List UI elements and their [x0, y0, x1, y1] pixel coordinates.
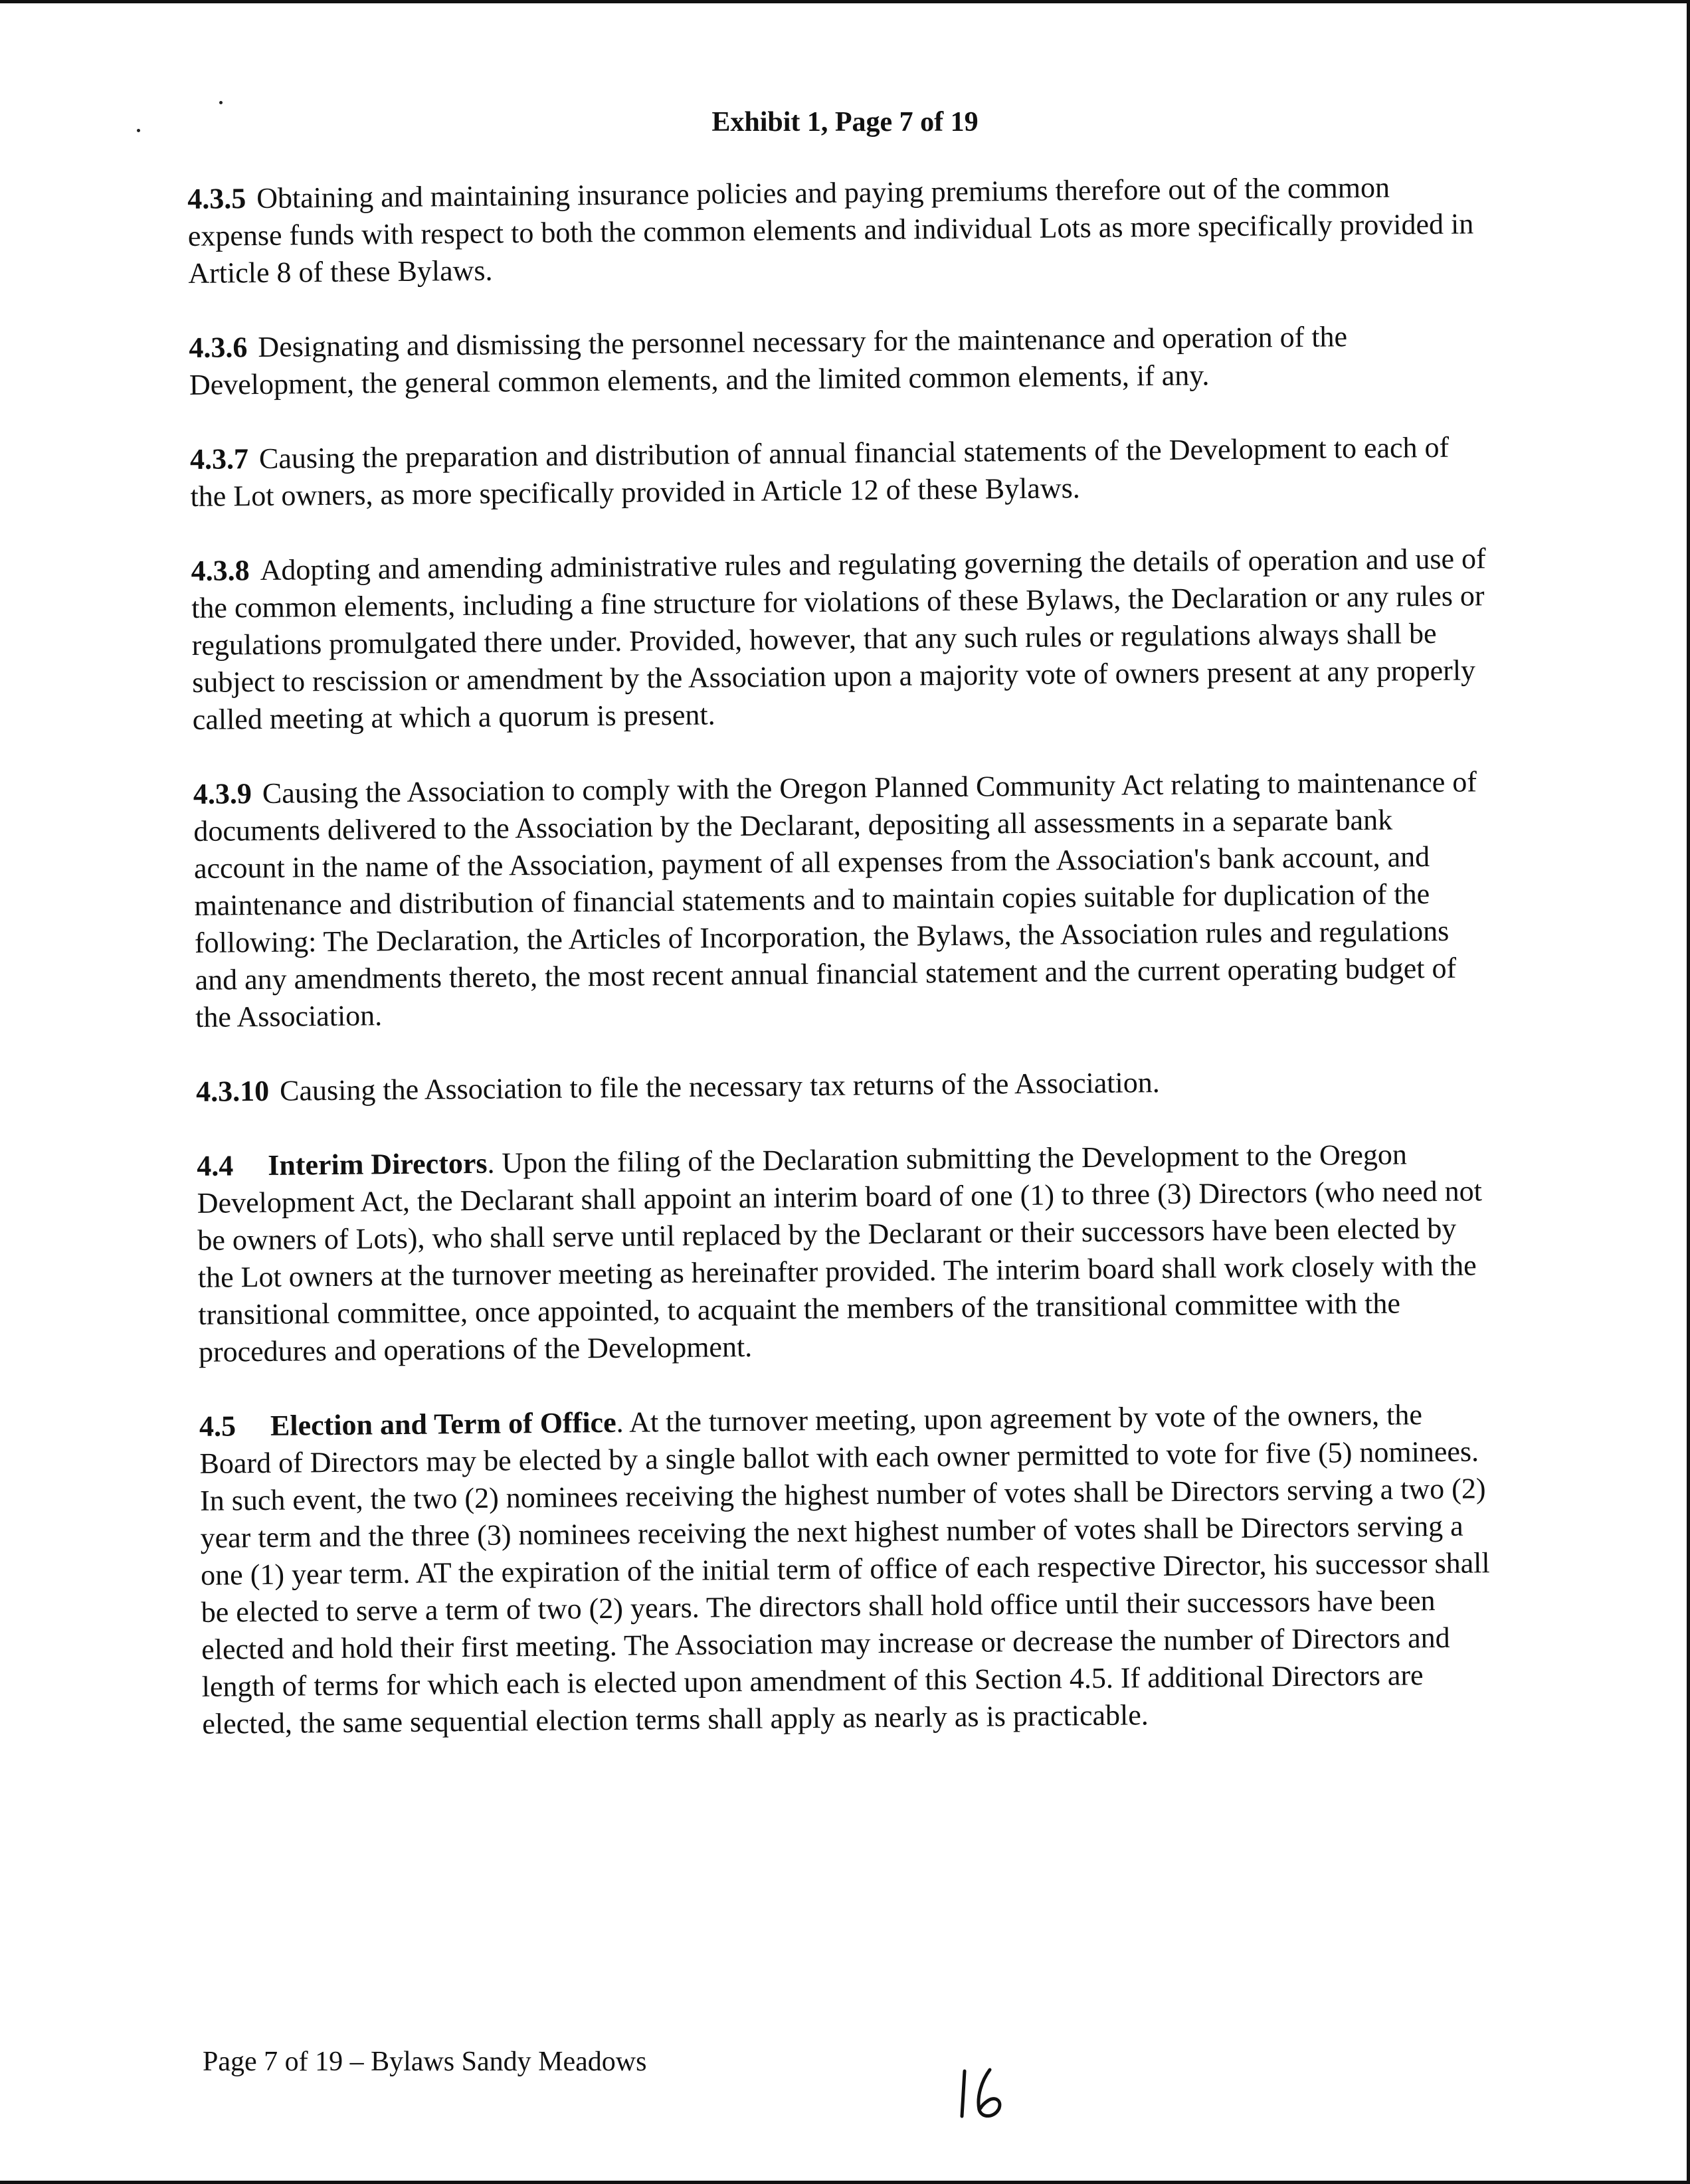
page-footer: Page 7 of 19 – Bylaws Sandy Meadows [203, 2047, 647, 2077]
page-border-bottom [0, 2181, 1690, 2184]
page-border-top [0, 0, 1690, 3]
section-number: 4.3.10 [195, 1074, 270, 1108]
section-text: Designating and dismissing the personnel necessary for the maintenance and operation of the Development, the general common elements, and the limited common elements, if any. [189, 320, 1348, 401]
section-title: Interim Directors [268, 1146, 488, 1182]
section-number: 4.3.7 [189, 442, 249, 476]
section-number: 4.5 [199, 1410, 236, 1443]
section-number: 4.3.5 [187, 182, 246, 215]
section-number: 4.3.6 [189, 331, 248, 364]
section-text: . At the turnover meeting, upon agreement by vote of the owners, the Board of Directors may be elected by a single ballot with each owner permitted to vote for five (5) nominees. In such event, the two (2) nominees receiving the highest number of votes shall be Directors serving a two (2) year term and the three (3) nominees receiving the next highest number of votes shall be Directors serving a one (1) year term. AT the expiration of the initial term of office of each respective Director, his successor shall be elected to serve a term of two (2) years. The directors shall hold office until their successors have been elected and hold their first meeting. The Association may increase or decrease the number of Directors and length of terms for which each is elected upon amendment of this Section 4.5. If additional Directors are elected, the same sequential election terms shall apply as nearly as is practicable. [199, 1398, 1490, 1740]
section-4-3-10 [196, 1061, 1491, 1111]
section-text: Adopting and amending administrative rules and regulating governing the details of operation and use of the common elements, including a fine structure for violations of these Bylaws, the Declaration or any rules or regulations promulgated there under. Provided, however, that any such rules or regulations always shall be subject to rescission or amendment by the Association upon a majority vote of owners present at any properly called meeting at which a quorum is present. [191, 542, 1486, 736]
section-number: 4.4 [197, 1149, 234, 1182]
section-text: Causing the Association to comply with the Oregon Planned Community Act relating to maintenance of documents delivered to the Association by the Declarant, depositing all assessments in a separate bank account in the name of the Association, payment of all expenses from the Association's bank account, and maintenance and distribution of financial statements and to maintain copies suitable for duplication of the following: The Declaration, the Articles of Incorporation, the Bylaws, the Association rules and regulations and any amendments thereto, the most recent annual financial statement and the current operating budget of the Association. [193, 765, 1477, 1034]
handwritten-page-number [957, 2067, 1023, 2120]
section-title: Election and Term of Office [270, 1406, 616, 1442]
section-4-3-8 [191, 540, 1488, 739]
section-4-3-9 [193, 763, 1491, 1036]
section-4-5 [199, 1396, 1498, 1743]
section-number: 4.3.8 [191, 554, 250, 587]
section-4-4 [197, 1135, 1494, 1371]
section-4-3-5 [187, 168, 1484, 292]
section-4-3-7 [190, 428, 1486, 515]
document-body [187, 168, 1498, 1780]
section-text: Causing the Association to file the necessary tax returns of the Association. [279, 1066, 1160, 1107]
page-border-right [1687, 0, 1690, 2184]
section-text: Causing the preparation and distribution of annual financial statements of the Development to each of the Lot owners, as more specifically provided in Article 12 of these Bylaws. [190, 430, 1450, 513]
section-4-3-6 [189, 317, 1485, 404]
page-header: Exhibit 1, Page 7 of 19 [711, 107, 979, 137]
section-text: Obtaining and maintaining insurance policies and paying premiums therefore out of the common expense funds with respect to both the common elements and individual Lots as more specifically provided in Article 8 of these Bylaws. [187, 171, 1474, 290]
section-text: . Upon the filing of the Declaration submitting the Development to the Oregon Development Act, the Declarant shall appoint an interim board of one (1) to three (3) Directors (who need not be owners of Lots), who shall serve until replaced by the Declarant or their successors have been elected by the Lot owners at the turnover meeting as hereinafter provided. The interim board shall work closely with the transitional committee, once appointed, to acquaint the members of the transitional committee with the procedures and operations of the Development. [197, 1138, 1483, 1368]
scan-speck [219, 101, 223, 104]
section-number: 4.3.9 [193, 777, 252, 810]
